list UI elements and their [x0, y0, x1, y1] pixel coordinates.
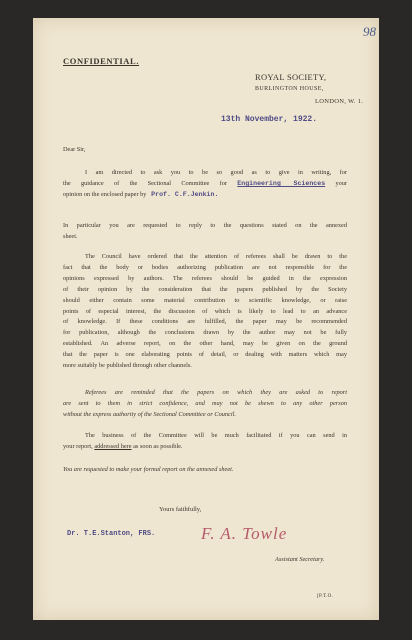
- address-line-3: LONDON, W. 1.: [315, 98, 364, 105]
- business-line-2a: your report,: [63, 442, 93, 450]
- council-line: of their opinion by the consideration that the papers published by the Society: [63, 285, 347, 293]
- intro-line-2b: your: [335, 179, 348, 187]
- letter-date: 13th November, 1922.: [221, 115, 318, 124]
- business-line-2: [63, 442, 347, 453]
- confidential-heading: CONFIDENTIAL.: [63, 56, 140, 66]
- closing: Yours faithfully,: [159, 506, 202, 513]
- request-line-2: sheet.: [63, 232, 78, 240]
- council-line: fact that the body or bodies authorizing publication are not responsible for the: [63, 263, 347, 271]
- formal-report-line: [63, 465, 347, 476]
- salutation: Dear Sir,: [63, 146, 86, 153]
- business-line-1: The business of the Committee will be much facilitated if you can send in: [85, 432, 347, 439]
- intro-line-3: [63, 190, 347, 201]
- council-line: more suitably be published through other channels.: [63, 362, 192, 370]
- author-name: Prof. C.F.Jenkin.: [151, 190, 219, 198]
- address-line-2: BURLINGTON HOUSE,: [255, 86, 324, 92]
- pto-note: [P.T.O.: [317, 594, 334, 599]
- salutation-block: [63, 145, 347, 156]
- request-line-1: In particular you are requested to reply to the questions stated on the annexed: [63, 222, 347, 229]
- confidence-line: are sent to them in strict confidence, and may not be shewn to any other person: [63, 399, 347, 407]
- letter-page: [33, 18, 379, 620]
- intro-line-1: I am directed to ask you to be so good as to give in writing, for: [85, 169, 347, 176]
- intro-line-2a: the guidance of the Sectional Committee for: [63, 179, 227, 187]
- request-paragraph: [63, 221, 347, 243]
- confidence-line: without the express authority of the Sectional Committee or Council.: [63, 410, 236, 418]
- formal-report-text: You are requested to make your formal report on the annexed sheet.: [63, 466, 234, 473]
- signatory-title: Assistant Secretary.: [275, 556, 325, 563]
- council-line: should either contain some material contribution to scientific knowledge, or raise: [63, 296, 347, 304]
- confidence-line: Referees are reminded that the papers on which they are asked to report: [85, 389, 347, 396]
- address-line-1: ROYAL SOCIETY,: [255, 72, 327, 82]
- business-paragraph: [63, 431, 347, 453]
- handwritten-signature: F. A. Towle: [201, 524, 288, 543]
- council-line: established. An adverse report, on the other hand, may be given on the ground: [63, 340, 347, 348]
- addressee: Dr. T.E.Stanton, FRS.: [67, 530, 156, 538]
- addressed-here: addressed here: [94, 442, 132, 450]
- intro-paragraph: [63, 168, 347, 201]
- committee-name: Engineering Sciences: [237, 179, 326, 187]
- confidence-paragraph: [63, 388, 347, 421]
- intro-line-2: [63, 179, 347, 190]
- council-line: for publication, although the conclusions drawn by the author may not be fully: [63, 329, 347, 337]
- council-line: opinions expressed by authors. The referees should be guided in the expression: [63, 274, 347, 282]
- council-line: The Council have ordered that the attention of referees shall be drawn to the: [85, 253, 347, 260]
- folio-number: 98: [363, 24, 376, 39]
- council-line: of knowledge. If these conditions are fulfilled, the paper may be recommended: [63, 318, 347, 326]
- business-line-2c: as soon as possible.: [133, 442, 183, 450]
- intro-line-3a: opinion on the enclosed paper by: [63, 190, 147, 198]
- council-line: that the paper is one elaborating points of detail, or dealing with matters which may: [63, 351, 347, 359]
- council-line: points of especial interest, the discussion of which is likely to lead to an advance: [63, 307, 347, 315]
- council-paragraph: [63, 252, 347, 372]
